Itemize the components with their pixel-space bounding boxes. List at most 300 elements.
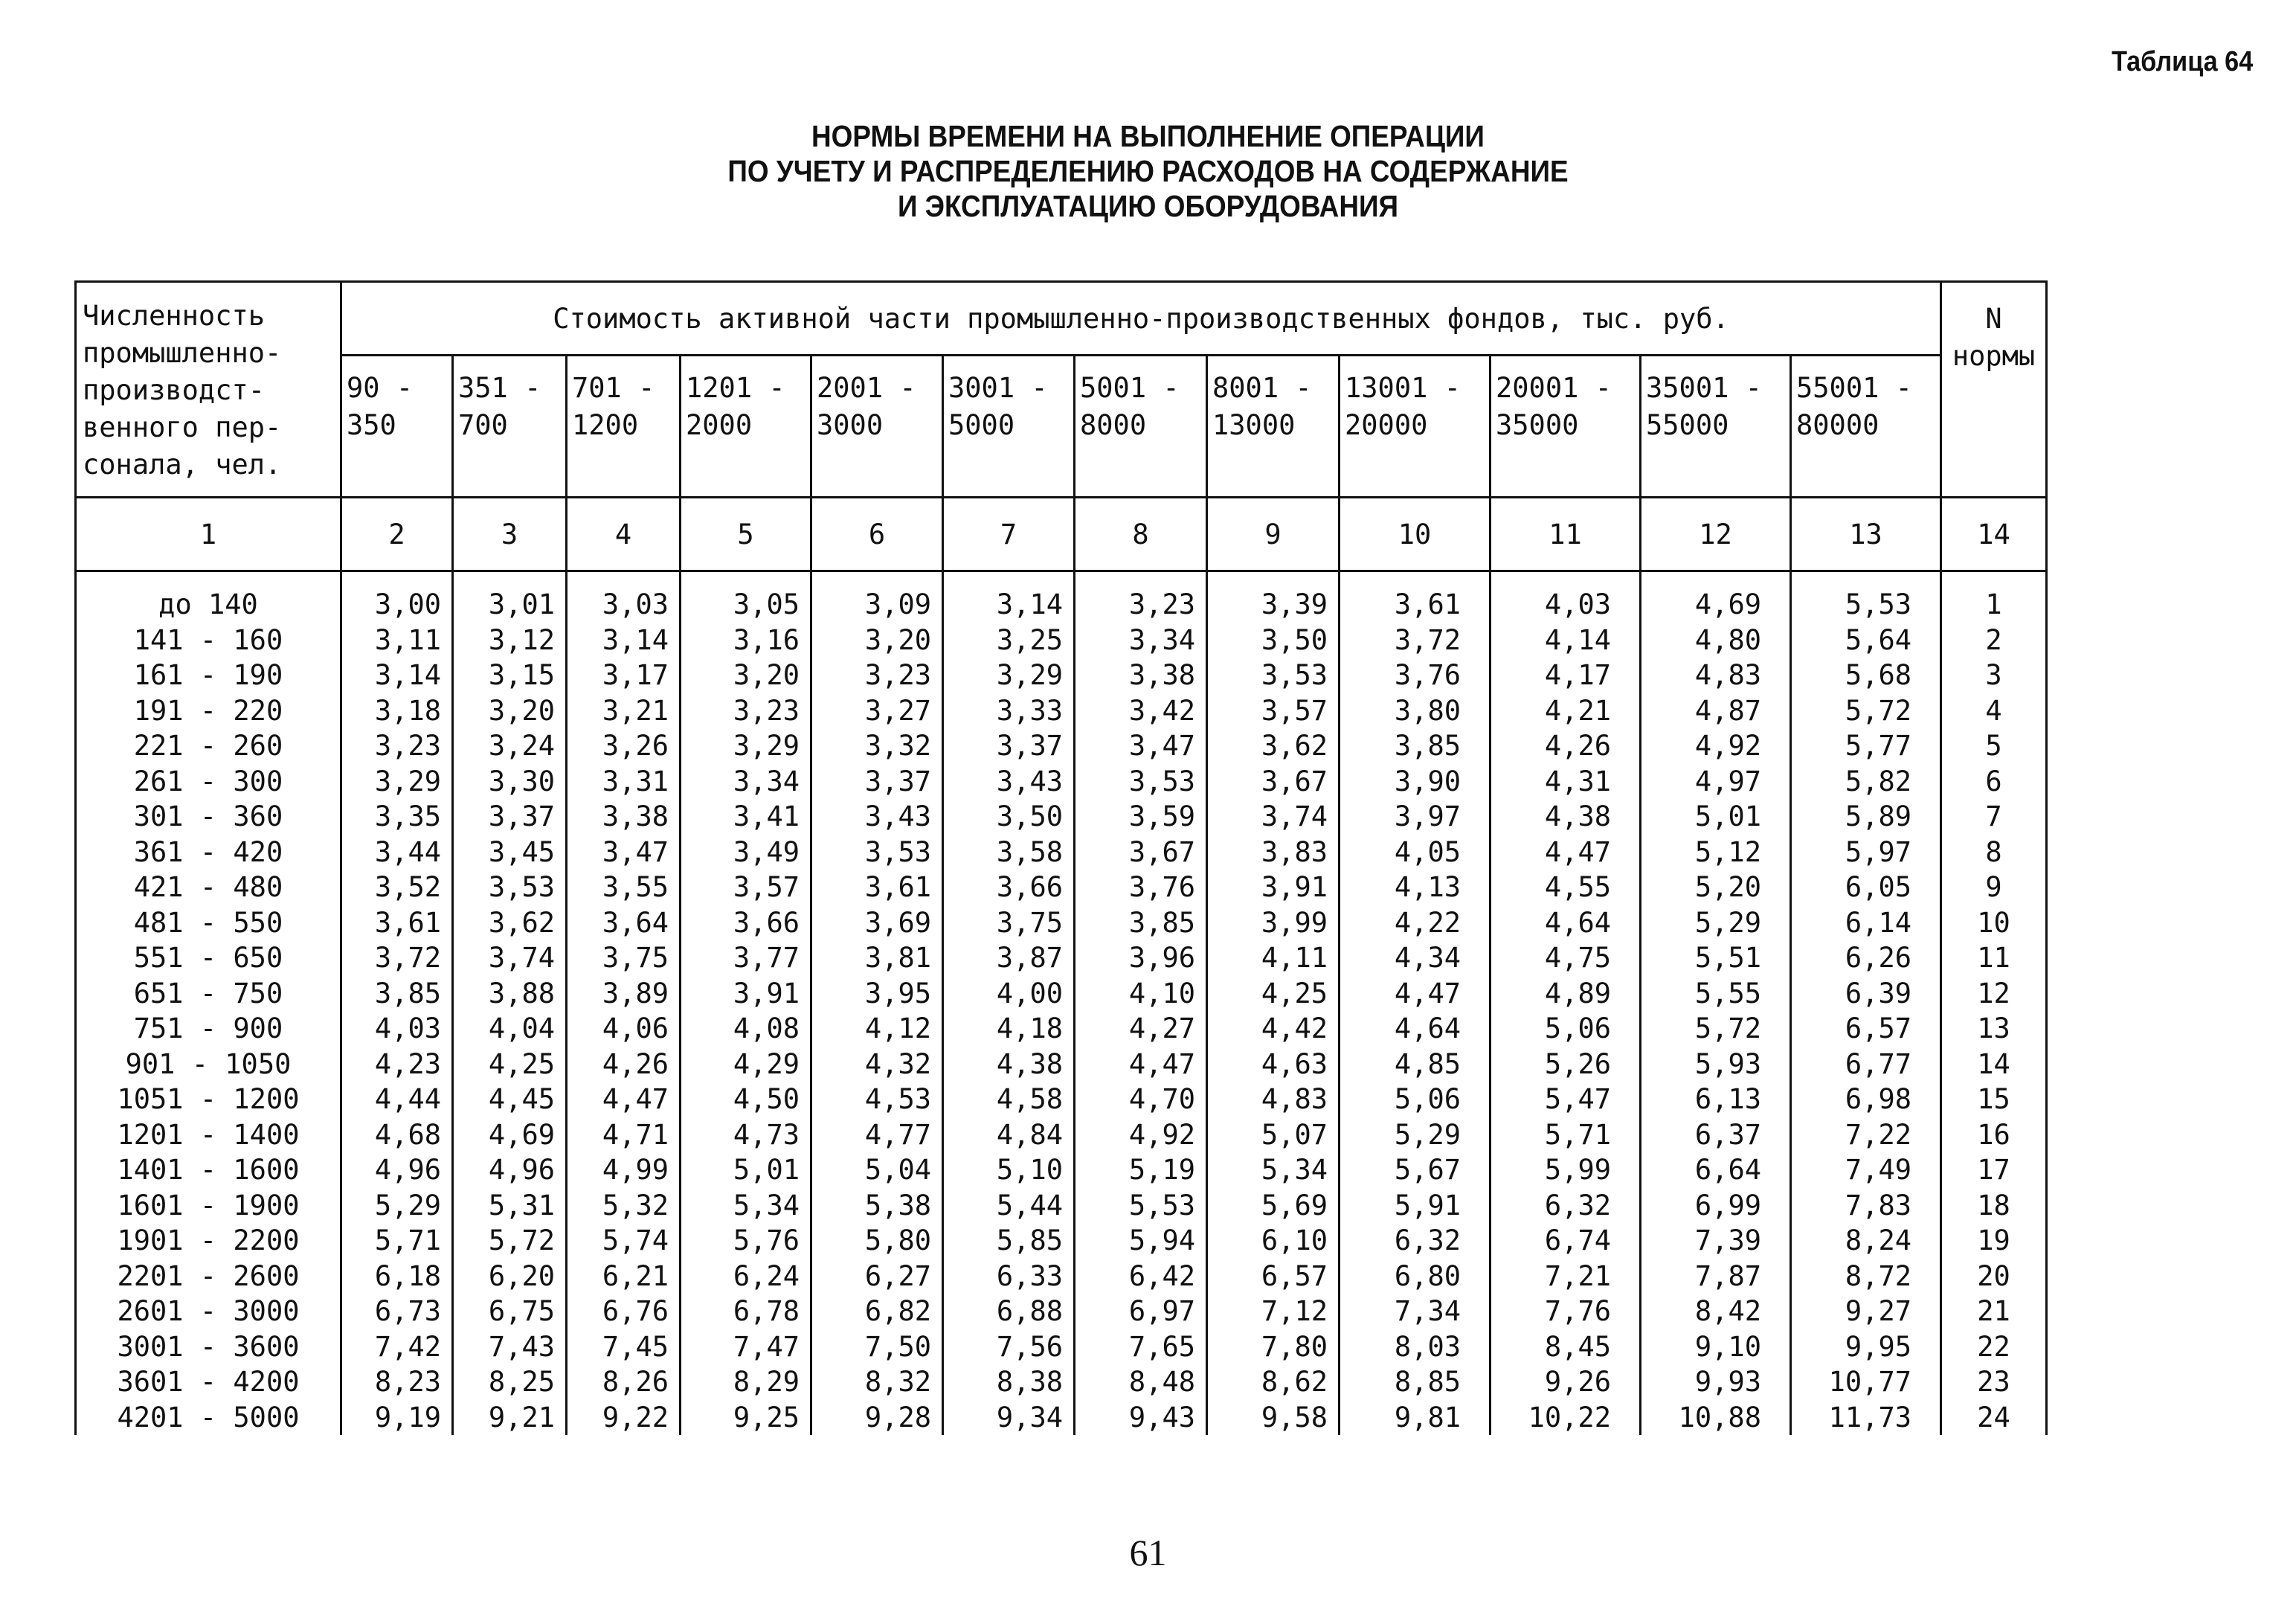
- time-norm-cell: 8,45: [1491, 1329, 1641, 1365]
- header-line: 1201 -: [686, 372, 785, 404]
- header-line: 351 -: [458, 372, 541, 404]
- norm-number-cell: 5: [1941, 728, 2047, 764]
- time-norm-cell: 9,22: [567, 1400, 681, 1436]
- time-norm-cell: 3,91: [1207, 870, 1340, 905]
- header-line: 13001 -: [1345, 372, 1461, 404]
- time-norm-cell: 6,32: [1340, 1223, 1491, 1259]
- time-norm-cell: 3,72: [341, 940, 453, 976]
- header-line: 55000: [1646, 409, 1729, 441]
- norm-number-cell: 22: [1941, 1329, 2047, 1365]
- header-cost-range: [453, 356, 567, 498]
- time-norm-cell: 5,55: [1641, 976, 1791, 1012]
- staff-count-cell: 1401 - 1600: [76, 1152, 341, 1188]
- time-norm-cell: 9,28: [811, 1400, 943, 1436]
- time-norm-cell: 3,14: [943, 571, 1075, 623]
- time-norm-cell: 4,80: [1641, 623, 1791, 658]
- time-norm-cell: 3,62: [453, 905, 567, 941]
- time-norm-cell: 8,03: [1340, 1329, 1491, 1365]
- header-cost-range: [1207, 356, 1340, 498]
- time-norm-cell: 5,94: [1075, 1223, 1207, 1259]
- table-row: [76, 1294, 2047, 1329]
- time-norm-cell: 5,47: [1491, 1082, 1641, 1117]
- time-norm-cell: 6,14: [1791, 905, 1941, 941]
- header-line: 5000: [948, 409, 1015, 441]
- time-norm-cell: 6,82: [811, 1294, 943, 1329]
- staff-count-cell: 1601 - 1900: [76, 1188, 341, 1224]
- time-norm-cell: 3,27: [811, 693, 943, 729]
- time-norm-cell: 7,56: [943, 1329, 1075, 1365]
- time-norm-cell: 8,25: [453, 1364, 567, 1400]
- time-norm-cell: 5,34: [681, 1188, 811, 1224]
- time-norm-cell: 4,58: [943, 1082, 1075, 1117]
- time-norm-cell: 3,23: [681, 693, 811, 729]
- header-cost-range: [1791, 356, 1941, 498]
- time-norm-cell: 6,33: [943, 1259, 1075, 1294]
- time-norm-cell: 3,29: [341, 764, 453, 800]
- time-norm-cell: 11,73: [1791, 1400, 1941, 1436]
- header-cost-range: [943, 356, 1075, 498]
- time-norm-cell: 3,83: [1207, 835, 1340, 870]
- time-norm-cell: 3,61: [811, 870, 943, 905]
- time-norm-cell: 3,32: [811, 728, 943, 764]
- time-norm-cell: 4,14: [1491, 623, 1641, 658]
- time-norm-cell: 8,29: [681, 1364, 811, 1400]
- time-norm-cell: 3,14: [567, 623, 681, 658]
- time-norm-cell: 3,35: [341, 799, 453, 835]
- time-norm-cell: 5,85: [943, 1223, 1075, 1259]
- time-norm-cell: 7,47: [681, 1329, 811, 1365]
- time-norm-cell: 4,84: [943, 1117, 1075, 1153]
- time-norm-cell: 4,12: [811, 1011, 943, 1047]
- time-norm-cell: 6,24: [681, 1259, 811, 1294]
- table-row: [76, 1082, 2047, 1117]
- norm-number-cell: 11: [1941, 940, 2047, 976]
- time-norm-cell: 6,37: [1641, 1117, 1791, 1153]
- time-norm-cell: 9,10: [1641, 1329, 1791, 1365]
- norm-number-cell: 14: [1941, 1047, 2047, 1082]
- table-row: [76, 1152, 2047, 1188]
- time-norm-cell: 7,39: [1641, 1223, 1791, 1259]
- norm-number-cell: 7: [1941, 799, 2047, 835]
- time-norm-cell: 6,21: [567, 1259, 681, 1294]
- column-number: 7: [943, 498, 1075, 571]
- time-norm-cell: 6,13: [1641, 1082, 1791, 1117]
- time-norm-cell: 3,53: [811, 835, 943, 870]
- time-norm-cell: 5,68: [1791, 658, 1941, 693]
- time-norm-cell: 5,72: [1791, 693, 1941, 729]
- time-norm-cell: 8,26: [567, 1364, 681, 1400]
- time-norm-cell: 3,17: [567, 658, 681, 693]
- time-norm-cell: 9,95: [1791, 1329, 1941, 1365]
- header-cost-range: [1075, 356, 1207, 498]
- time-norm-cell: 3,42: [1075, 693, 1207, 729]
- time-norm-cell: 4,63: [1207, 1047, 1340, 1082]
- time-norm-cell: 3,58: [943, 835, 1075, 870]
- time-norm-cell: 6,76: [567, 1294, 681, 1329]
- time-norm-cell: 3,57: [681, 870, 811, 905]
- time-norm-cell: 4,96: [453, 1152, 567, 1188]
- time-norm-cell: 9,26: [1491, 1364, 1641, 1400]
- time-norm-cell: 5,12: [1641, 835, 1791, 870]
- time-norm-cell: 6,99: [1641, 1188, 1791, 1224]
- title-line: ПО УЧЕТУ И РАСПРЕДЕЛЕНИЮ РАСХОДОВ НА СОДЕРЖАНИЕ: [727, 154, 1569, 188]
- time-norm-cell: 4,18: [943, 1011, 1075, 1047]
- time-norm-cell: 4,47: [1491, 835, 1641, 870]
- norm-number-cell: 20: [1941, 1259, 2047, 1294]
- time-norm-cell: 5,91: [1340, 1188, 1491, 1224]
- time-norm-cell: 3,77: [681, 940, 811, 976]
- time-norm-cell: 4,73: [681, 1117, 811, 1153]
- norm-number-cell: 1: [1941, 571, 2047, 623]
- time-norm-cell: 7,21: [1491, 1259, 1641, 1294]
- time-norm-cell: 4,25: [453, 1047, 567, 1082]
- time-norm-cell: 3,23: [341, 728, 453, 764]
- time-norm-cell: 3,57: [1207, 693, 1340, 729]
- time-norm-cell: 3,76: [1075, 870, 1207, 905]
- time-norm-cell: 4,64: [1491, 905, 1641, 941]
- staff-count-cell: 361 - 420: [76, 835, 341, 870]
- header-line: сонала, чел.: [83, 449, 282, 481]
- time-norm-cell: 6,80: [1340, 1259, 1491, 1294]
- time-norm-cell: 8,23: [341, 1364, 453, 1400]
- staff-count-cell: 551 - 650: [76, 940, 341, 976]
- time-norm-cell: 4,47: [1340, 976, 1491, 1012]
- time-norm-cell: 3,44: [341, 835, 453, 870]
- header-line: 2001 -: [817, 372, 916, 404]
- time-norm-cell: 4,27: [1075, 1011, 1207, 1047]
- time-norm-cell: 3,20: [681, 658, 811, 693]
- time-norm-cell: 4,03: [341, 1011, 453, 1047]
- table-row: [76, 1188, 2047, 1224]
- time-norm-cell: 3,75: [567, 940, 681, 976]
- time-norm-cell: 3,25: [943, 623, 1075, 658]
- time-norm-cell: 3,29: [943, 658, 1075, 693]
- time-norm-cell: 5,01: [1641, 799, 1791, 835]
- time-norm-cell: 3,99: [1207, 905, 1340, 941]
- time-norm-cell: 3,34: [1075, 623, 1207, 658]
- time-norm-cell: 6,39: [1791, 976, 1941, 1012]
- time-norm-cell: 7,22: [1791, 1117, 1941, 1153]
- header-line: 35000: [1496, 409, 1579, 441]
- table-row: [76, 1364, 2047, 1400]
- time-norm-cell: 5,04: [811, 1152, 943, 1188]
- time-norm-cell: 5,64: [1791, 623, 1941, 658]
- header-line: производст-: [83, 374, 266, 406]
- time-norm-cell: 7,42: [341, 1329, 453, 1365]
- header-cost-range: [681, 356, 811, 498]
- time-norm-cell: 3,30: [453, 764, 567, 800]
- table-row: [76, 1223, 2047, 1259]
- time-norm-cell: 4,38: [1491, 799, 1641, 835]
- staff-count-cell: 421 - 480: [76, 870, 341, 905]
- time-norm-cell: 3,03: [567, 571, 681, 623]
- time-norm-cell: 5,19: [1075, 1152, 1207, 1188]
- staff-count-cell: 2601 - 3000: [76, 1294, 341, 1329]
- header-cost-range: [1340, 356, 1491, 498]
- time-norm-cell: 5,53: [1791, 571, 1941, 623]
- header-line: 350: [347, 409, 396, 441]
- time-norm-cell: 3,37: [943, 728, 1075, 764]
- time-norm-cell: 9,81: [1340, 1400, 1491, 1436]
- time-norm-cell: 3,38: [567, 799, 681, 835]
- time-norm-cell: 3,62: [1207, 728, 1340, 764]
- column-number: 3: [453, 498, 567, 571]
- time-norm-cell: 3,91: [681, 976, 811, 1012]
- time-norm-cell: 3,69: [811, 905, 943, 941]
- time-norm-cell: 4,32: [811, 1047, 943, 1082]
- time-norm-cell: 4,25: [1207, 976, 1340, 1012]
- table-row: [76, 1047, 2047, 1082]
- table-row: [76, 1011, 2047, 1047]
- time-norm-cell: 5,97: [1791, 835, 1941, 870]
- time-norm-cell: 4,50: [681, 1082, 811, 1117]
- time-norm-cell: 3,41: [681, 799, 811, 835]
- time-norm-cell: 7,45: [567, 1329, 681, 1365]
- time-norm-cell: 9,34: [943, 1400, 1075, 1436]
- time-norm-cell: 3,09: [811, 571, 943, 623]
- time-norm-cell: 9,25: [681, 1400, 811, 1436]
- staff-count-cell: 261 - 300: [76, 764, 341, 800]
- time-norm-cell: 4,45: [453, 1082, 567, 1117]
- time-norm-cell: 4,31: [1491, 764, 1641, 800]
- norm-number-cell: 24: [1941, 1400, 2047, 1436]
- time-norm-cell: 7,12: [1207, 1294, 1340, 1329]
- norm-number-cell: 10: [1941, 905, 2047, 941]
- staff-count-cell: до 140: [76, 571, 341, 623]
- norms-table-wrapper: [74, 280, 2045, 1435]
- time-norm-cell: 5,69: [1207, 1188, 1340, 1224]
- time-norm-cell: 3,81: [811, 940, 943, 976]
- staff-count-cell: 301 - 360: [76, 799, 341, 835]
- staff-count-cell: 141 - 160: [76, 623, 341, 658]
- time-norm-cell: 5,01: [681, 1152, 811, 1188]
- time-norm-cell: 4,05: [1340, 835, 1491, 870]
- staff-count-cell: 161 - 190: [76, 658, 341, 693]
- table-body: [76, 571, 2047, 1436]
- staff-count-cell: 2201 - 2600: [76, 1259, 341, 1294]
- header-line: промышленно-: [83, 337, 282, 369]
- time-norm-cell: 3,43: [811, 799, 943, 835]
- time-norm-cell: 3,80: [1340, 693, 1491, 729]
- time-norm-cell: 5,80: [811, 1223, 943, 1259]
- time-norm-cell: 4,22: [1340, 905, 1491, 941]
- header-line: 2000: [686, 409, 753, 441]
- time-norm-cell: 4,21: [1491, 693, 1641, 729]
- time-norm-cell: 3,37: [811, 764, 943, 800]
- time-norm-cell: 6,77: [1791, 1047, 1941, 1082]
- time-norm-cell: 5,76: [681, 1223, 811, 1259]
- time-norm-cell: 3,33: [943, 693, 1075, 729]
- time-norm-cell: 5,71: [1491, 1117, 1641, 1153]
- time-norm-cell: 4,75: [1491, 940, 1641, 976]
- time-norm-cell: 3,31: [567, 764, 681, 800]
- time-norm-cell: 5,06: [1340, 1082, 1491, 1117]
- time-norm-cell: 3,66: [681, 905, 811, 941]
- time-norm-cell: 4,83: [1207, 1082, 1340, 1117]
- norm-number-cell: 2: [1941, 623, 2047, 658]
- header-cost-range: [811, 356, 943, 498]
- time-norm-cell: 4,47: [1075, 1047, 1207, 1082]
- header-line: 5001 -: [1080, 372, 1180, 404]
- time-norm-cell: 5,34: [1207, 1152, 1340, 1188]
- time-norm-cell: 7,50: [811, 1329, 943, 1365]
- time-norm-cell: 5,07: [1207, 1117, 1340, 1153]
- time-norm-cell: 5,74: [567, 1223, 681, 1259]
- time-norm-cell: 5,71: [341, 1223, 453, 1259]
- table-row: [76, 835, 2047, 870]
- time-norm-cell: 3,21: [567, 693, 681, 729]
- table-row: [76, 1329, 2047, 1365]
- time-norm-cell: 5,38: [811, 1188, 943, 1224]
- time-norm-cell: 6,97: [1075, 1294, 1207, 1329]
- time-norm-cell: 3,05: [681, 571, 811, 623]
- staff-count-cell: 3001 - 3600: [76, 1329, 341, 1365]
- time-norm-cell: 4,83: [1641, 658, 1791, 693]
- time-norm-cell: 4,03: [1491, 571, 1641, 623]
- time-norm-cell: 10,88: [1641, 1400, 1791, 1436]
- header-line: 90 -: [347, 372, 414, 404]
- header-line: 1200: [572, 409, 639, 441]
- header-cost-title: Стоимость активной части промышленно-производственных фондов, тыс. руб.: [341, 282, 1941, 356]
- time-norm-cell: 3,61: [341, 905, 453, 941]
- time-norm-cell: 4,77: [811, 1117, 943, 1153]
- header-line: 701 -: [572, 372, 655, 404]
- time-norm-cell: 3,96: [1075, 940, 1207, 976]
- time-norm-cell: 3,38: [1075, 658, 1207, 693]
- time-norm-cell: 5,29: [341, 1188, 453, 1224]
- column-number: 6: [811, 498, 943, 571]
- time-norm-cell: 8,38: [943, 1364, 1075, 1400]
- table-row: [76, 905, 2047, 941]
- time-norm-cell: 7,43: [453, 1329, 567, 1365]
- time-norm-cell: 4,42: [1207, 1011, 1340, 1047]
- table-row: [76, 1117, 2047, 1153]
- time-norm-cell: 3,26: [567, 728, 681, 764]
- time-norm-cell: 7,80: [1207, 1329, 1340, 1365]
- time-norm-cell: 3,14: [341, 658, 453, 693]
- time-norm-cell: 3,85: [1340, 728, 1491, 764]
- time-norm-cell: 3,59: [1075, 799, 1207, 835]
- time-norm-cell: 5,10: [943, 1152, 1075, 1188]
- header-line: 20000: [1345, 409, 1428, 441]
- time-norm-cell: 6,73: [341, 1294, 453, 1329]
- time-norm-cell: 6,88: [943, 1294, 1075, 1329]
- staff-count-cell: 1051 - 1200: [76, 1082, 341, 1117]
- time-norm-cell: 4,70: [1075, 1082, 1207, 1117]
- time-norm-cell: 3,15: [453, 658, 567, 693]
- time-norm-cell: 5,29: [1340, 1117, 1491, 1153]
- time-norm-cell: 6,74: [1491, 1223, 1641, 1259]
- staff-count-cell: 1901 - 2200: [76, 1223, 341, 1259]
- time-norm-cell: 7,87: [1641, 1259, 1791, 1294]
- time-norm-cell: 4,38: [943, 1047, 1075, 1082]
- time-norm-cell: 3,01: [453, 571, 567, 623]
- time-norm-cell: 5,67: [1340, 1152, 1491, 1188]
- time-norm-cell: 4,26: [1491, 728, 1641, 764]
- time-norm-cell: 4,53: [811, 1082, 943, 1117]
- header-line: Численность: [83, 300, 266, 332]
- time-norm-cell: 4,68: [341, 1117, 453, 1153]
- staff-count-cell: 1201 - 1400: [76, 1117, 341, 1153]
- time-norm-cell: 7,83: [1791, 1188, 1941, 1224]
- time-norm-cell: 4,11: [1207, 940, 1340, 976]
- time-norm-cell: 6,75: [453, 1294, 567, 1329]
- time-norm-cell: 3,67: [1207, 764, 1340, 800]
- time-norm-cell: 3,89: [567, 976, 681, 1012]
- time-norm-cell: 3,12: [453, 623, 567, 658]
- time-norm-cell: 6,20: [453, 1259, 567, 1294]
- table-row: [76, 1400, 2047, 1436]
- time-norm-cell: 4,89: [1491, 976, 1641, 1012]
- time-norm-cell: 6,64: [1641, 1152, 1791, 1188]
- norm-number-cell: 9: [1941, 870, 2047, 905]
- time-norm-cell: 3,18: [341, 693, 453, 729]
- table-row: [76, 571, 2047, 623]
- time-norm-cell: 5,26: [1491, 1047, 1641, 1082]
- time-norm-cell: 5,20: [1641, 870, 1791, 905]
- time-norm-cell: 4,87: [1641, 693, 1791, 729]
- time-norm-cell: 9,19: [341, 1400, 453, 1436]
- table-row: [76, 658, 2047, 693]
- time-norm-cell: 10,22: [1491, 1400, 1641, 1436]
- staff-count-cell: 481 - 550: [76, 905, 341, 941]
- time-norm-cell: 6,10: [1207, 1223, 1340, 1259]
- time-norm-cell: 3,47: [567, 835, 681, 870]
- time-norm-cell: 3,85: [341, 976, 453, 1012]
- staff-count-cell: 901 - 1050: [76, 1047, 341, 1082]
- time-norm-cell: 3,66: [943, 870, 1075, 905]
- time-norm-cell: 3,47: [1075, 728, 1207, 764]
- table-header: [76, 282, 2047, 571]
- time-norm-cell: 6,57: [1207, 1259, 1340, 1294]
- table-label: Таблица 64: [2111, 46, 2253, 77]
- time-norm-cell: 4,13: [1340, 870, 1491, 905]
- time-norm-cell: 3,52: [341, 870, 453, 905]
- norm-number-cell: 3: [1941, 658, 2047, 693]
- time-norm-cell: 4,29: [681, 1047, 811, 1082]
- time-norm-cell: 5,89: [1791, 799, 1941, 835]
- time-norm-cell: 7,49: [1791, 1152, 1941, 1188]
- time-norm-cell: 5,44: [943, 1188, 1075, 1224]
- header-line: 8001 -: [1212, 372, 1312, 404]
- column-number: 10: [1340, 498, 1491, 571]
- table-row: [76, 870, 2047, 905]
- time-norm-cell: 4,99: [567, 1152, 681, 1188]
- table-row: [76, 976, 2047, 1012]
- time-norm-cell: 3,43: [943, 764, 1075, 800]
- time-norm-cell: 3,61: [1340, 571, 1491, 623]
- time-norm-cell: 4,08: [681, 1011, 811, 1047]
- page-number: 61: [1129, 1532, 1167, 1573]
- header-line: 35001 -: [1646, 372, 1762, 404]
- column-number: 5: [681, 498, 811, 571]
- time-norm-cell: 7,76: [1491, 1294, 1641, 1329]
- time-norm-cell: 5,82: [1791, 764, 1941, 800]
- time-norm-cell: 3,23: [811, 658, 943, 693]
- table-row: [76, 940, 2047, 976]
- time-norm-cell: 4,04: [453, 1011, 567, 1047]
- header-cost-range: [567, 356, 681, 498]
- time-norm-cell: 4,85: [1340, 1047, 1491, 1082]
- time-norm-cell: 4,69: [453, 1117, 567, 1153]
- time-norm-cell: 5,51: [1641, 940, 1791, 976]
- header-column-numbers: [76, 498, 2047, 571]
- column-number: 14: [1941, 498, 2047, 571]
- time-norm-cell: 3,87: [943, 940, 1075, 976]
- time-norm-cell: 3,64: [567, 905, 681, 941]
- time-norm-cell: 3,39: [1207, 571, 1340, 623]
- table-row: [76, 799, 2047, 835]
